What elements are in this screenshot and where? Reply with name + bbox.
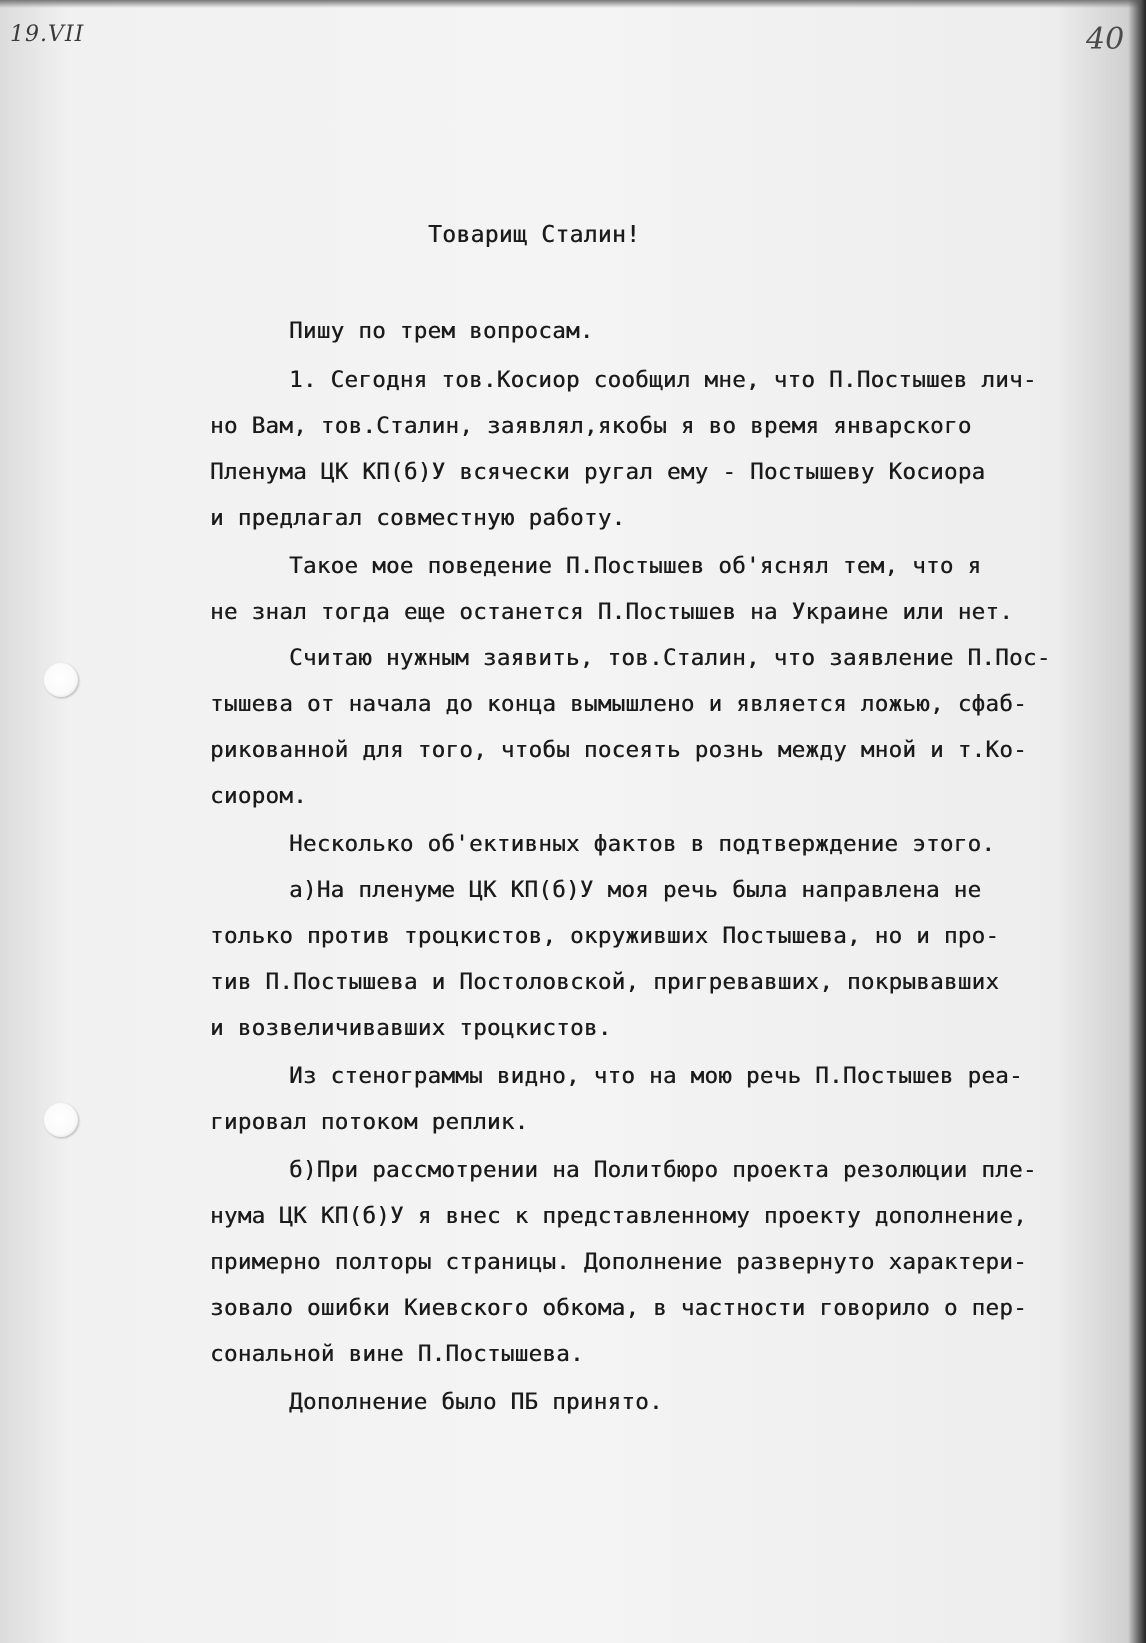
text-line: Считаю нужным заявить, тов.Сталин, что заявление П.Пос-	[289, 645, 1051, 671]
salutation: Товарищ Сталин!	[428, 222, 641, 248]
text-line: Из стенограммы видно, что на мою речь П.Постышев реа-	[289, 1063, 1023, 1089]
text-line: тив П.Постышева и Постоловской, пригревавших, покрывавших	[210, 969, 1000, 995]
punch-hole-lower	[44, 1103, 78, 1137]
text-line: и предлагал совместную работу.	[210, 505, 626, 531]
text-line: а)На пленуме ЦК КП(б)У моя речь была направлена не	[289, 877, 982, 903]
scan-edge-right	[1128, 0, 1146, 1643]
text-line: и возвеличивавших троцкистов.	[210, 1015, 612, 1041]
text-line: сональной вине П.Постышева.	[210, 1341, 584, 1367]
text-line: только против троцкистов, окруживших Постышева, но и про-	[210, 923, 1000, 949]
text-line: б)При рассмотрении на Политбюро проекта резолюции пле-	[289, 1157, 1037, 1183]
page-number: 40	[1086, 22, 1125, 57]
text-line: Пишу по трем вопросам.	[289, 318, 594, 344]
text-line: Такое мое поведение П.Постышев об'яснял тем, что я	[289, 553, 982, 579]
text-line: не знал тогда еще останется П.Постышев на Украине или нет.	[210, 599, 1014, 625]
text-line: примерно полторы страницы. Дополнение развернуто характери-	[210, 1249, 1027, 1275]
archive-mark: 19.VII	[10, 22, 85, 47]
text-line: нума ЦК КП(б)У я внес к представленному проекту дополнение,	[210, 1203, 1027, 1229]
text-line: рикованной для того, чтобы посеять рознь между мной и т.Ко-	[210, 737, 1027, 763]
text-line: но Вам, тов.Сталин, заявлял,якобы я во время январского	[210, 413, 972, 439]
text-line: Пленума ЦК КП(б)У всячески ругал ему - Постышеву Косиора	[210, 459, 986, 485]
text-line: зовало ошибки Киевского обкома, в частности говорило о пер-	[210, 1295, 1027, 1321]
text-line: Несколько об'ективных фактов в подтверждение этого.	[289, 831, 996, 857]
text-line: сиором.	[210, 783, 307, 809]
scan-edge-top	[0, 0, 1146, 8]
text-line: 1. Сегодня тов.Косиор сообщил мне, что П.Постышев лич-	[289, 367, 1037, 393]
punch-hole-upper	[44, 663, 78, 697]
text-line: Дополнение было ПБ принято.	[289, 1389, 663, 1415]
text-line: тышева от начала до конца вымышлено и является ложью, сфаб-	[210, 691, 1027, 717]
text-line: гировал потоком реплик.	[210, 1109, 529, 1135]
